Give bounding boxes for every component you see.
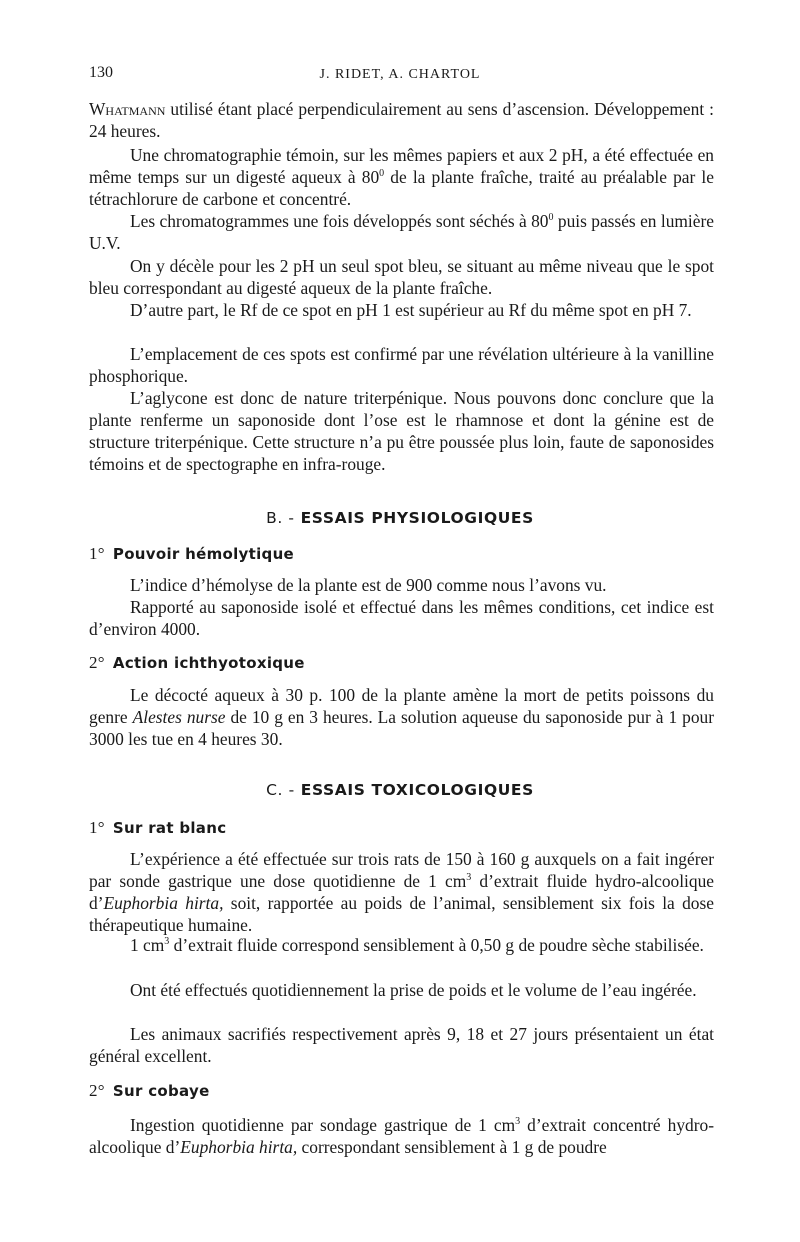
paragraph-text: L’expérience a été effectuée sur trois rats de 150 à 160 g auxquels on a fait ingérer par sonde gastrique une dose quotidienne de 1 cm <box>89 849 714 891</box>
paragraph-text: correspondant sensiblement à 1 g de poudre <box>297 1137 607 1157</box>
paragraph-text: Les chromatogrammes une fois développés sont séchés à 80 <box>130 211 549 231</box>
paragraph-text: d’extrait concentré hydro-alcoolique d’ <box>89 1115 714 1157</box>
paragraph-animaux: Les animaux sacrifiés respectivement après 9, 18 et 27 jours présentaient un état général excellent. <box>89 1024 714 1066</box>
section-b-letter: B. - <box>266 509 295 527</box>
paragraph-whatmann <box>89 98 714 142</box>
paragraph-aglycone: L’aglycone est donc de nature triterpénique. Nous pouvons donc conclure que la plante renferme un saponoside dont l’ose est le rhamnose et dont la génine est de structure triterpénique. Cette structure n’a pu être poussée plus loin, faute de saponosides témoins et de spectographe en infra-rouge. <box>89 388 714 474</box>
subsection-title: Sur rat blanc <box>112 819 227 837</box>
superscript: 0 <box>379 168 385 180</box>
paragraph-text: puis passés en lumière U.V. <box>89 211 714 253</box>
paragraph-decocte <box>89 684 714 750</box>
section-c-title <box>0 779 800 801</box>
subsection-title: Action ichthyotoxique <box>112 654 305 672</box>
paragraph-text: utilisé étant placé perpendiculairement au sens d’ascension. Développement : 24 heures. <box>89 99 714 141</box>
paragraph-text: de la plante fraîche, traité au préalable par le tétrachlorure de carbone et concentré. <box>89 167 714 209</box>
species-name: Euphorbia hirta, <box>103 893 224 913</box>
superscript: 3 <box>466 872 472 884</box>
subsection-number: 2° <box>89 1081 105 1100</box>
section-b-title <box>0 507 800 529</box>
paragraph-chromatographie-temoin <box>89 144 714 210</box>
paragraph-text: Une chromatographie témoin, sur les mêmes papiers et aux 2 pH, a été effectuée en même temps sur un digesté aqueux à 80 <box>89 145 714 187</box>
superscript: 3 <box>515 1116 521 1128</box>
subsection-title: Pouvoir hémolytique <box>112 545 295 563</box>
whatmann-smallcaps: Whatmann <box>89 99 166 119</box>
section-b-heading: ESSAIS PHYSIOLOGIQUES <box>300 509 534 527</box>
paragraph-ingestion <box>89 1114 714 1158</box>
paragraph-text: de 10 g en 3 heures. La solution aqueuse du saponoside pur à 1 pour 3000 les tue en 4 heures 30. <box>89 707 715 749</box>
subsection-ichthyotoxique <box>89 652 305 674</box>
paragraph-text: Le décocté aqueux à 30 p. 100 de la plante amène la mort de petits poissons du genre <box>89 685 714 727</box>
paragraph-experience <box>89 848 714 936</box>
subsection-number: 2° <box>89 653 105 672</box>
paragraph-text: 1 cm <box>130 935 165 955</box>
subsection-number: 1° <box>89 818 105 837</box>
species-name: Euphorbia hirta, <box>180 1137 298 1157</box>
page-number: 130 <box>89 64 113 81</box>
paragraph-rapporte: Rapporté au saponoside isolé et effectué dans les mêmes conditions, cet indice est d’environ 4000. <box>89 597 714 639</box>
running-head: J. RIDET, A. CHARTOL <box>319 67 481 82</box>
paragraph-text: d’extrait fluide hydro-alcoolique d’ <box>89 871 714 913</box>
subsection-hemolytique <box>89 543 294 565</box>
paragraph-extrait-fluide <box>89 934 714 956</box>
section-c-heading: ESSAIS TOXICOLOGIQUES <box>300 781 534 799</box>
paragraph-hemolyse: L’indice d’hémolyse de la plante est de 900 comme nous l’avons vu. <box>130 575 607 595</box>
paragraph-chromatogrammes <box>89 210 714 254</box>
paragraph-text: soit, rapportée au poids de l’animal, sensiblement six fois la dose thérapeutique humaine. <box>89 893 714 935</box>
paragraph-spot-bleu: On y décèle pour les 2 pH un seul spot bleu, se situant au même niveau que le spot bleu correspondant au digesté aqueux de la plante fraîche. <box>89 256 714 298</box>
subsection-cobaye <box>89 1080 210 1102</box>
paragraph-emplacement: L’emplacement de ces spots est confirmé par une révélation ultérieure à la vanilline phosphorique. <box>89 344 714 386</box>
subsection-number: 1° <box>89 544 105 563</box>
paragraph-rf: D’autre part, le Rf de ce spot en pH 1 est supérieur au Rf du même spot en pH 7. <box>130 300 692 320</box>
superscript: 3 <box>164 936 170 948</box>
subsection-title: Sur cobaye <box>112 1082 210 1100</box>
paragraph-quotidiennement: Ont été effectués quotidiennement la prise de poids et le volume de l’eau ingérée. <box>130 980 697 1000</box>
section-c-letter: C. - <box>266 781 295 799</box>
paragraph-text: Ingestion quotidienne par sondage gastrique de 1 cm <box>130 1115 516 1135</box>
superscript: 0 <box>548 212 554 224</box>
subsection-rat-blanc <box>89 817 226 839</box>
species-name: Alestes nurse <box>132 707 226 727</box>
paragraph-text: d’extrait fluide correspond sensiblement à 0,50 g de poudre sèche stabilisée. <box>169 935 704 955</box>
